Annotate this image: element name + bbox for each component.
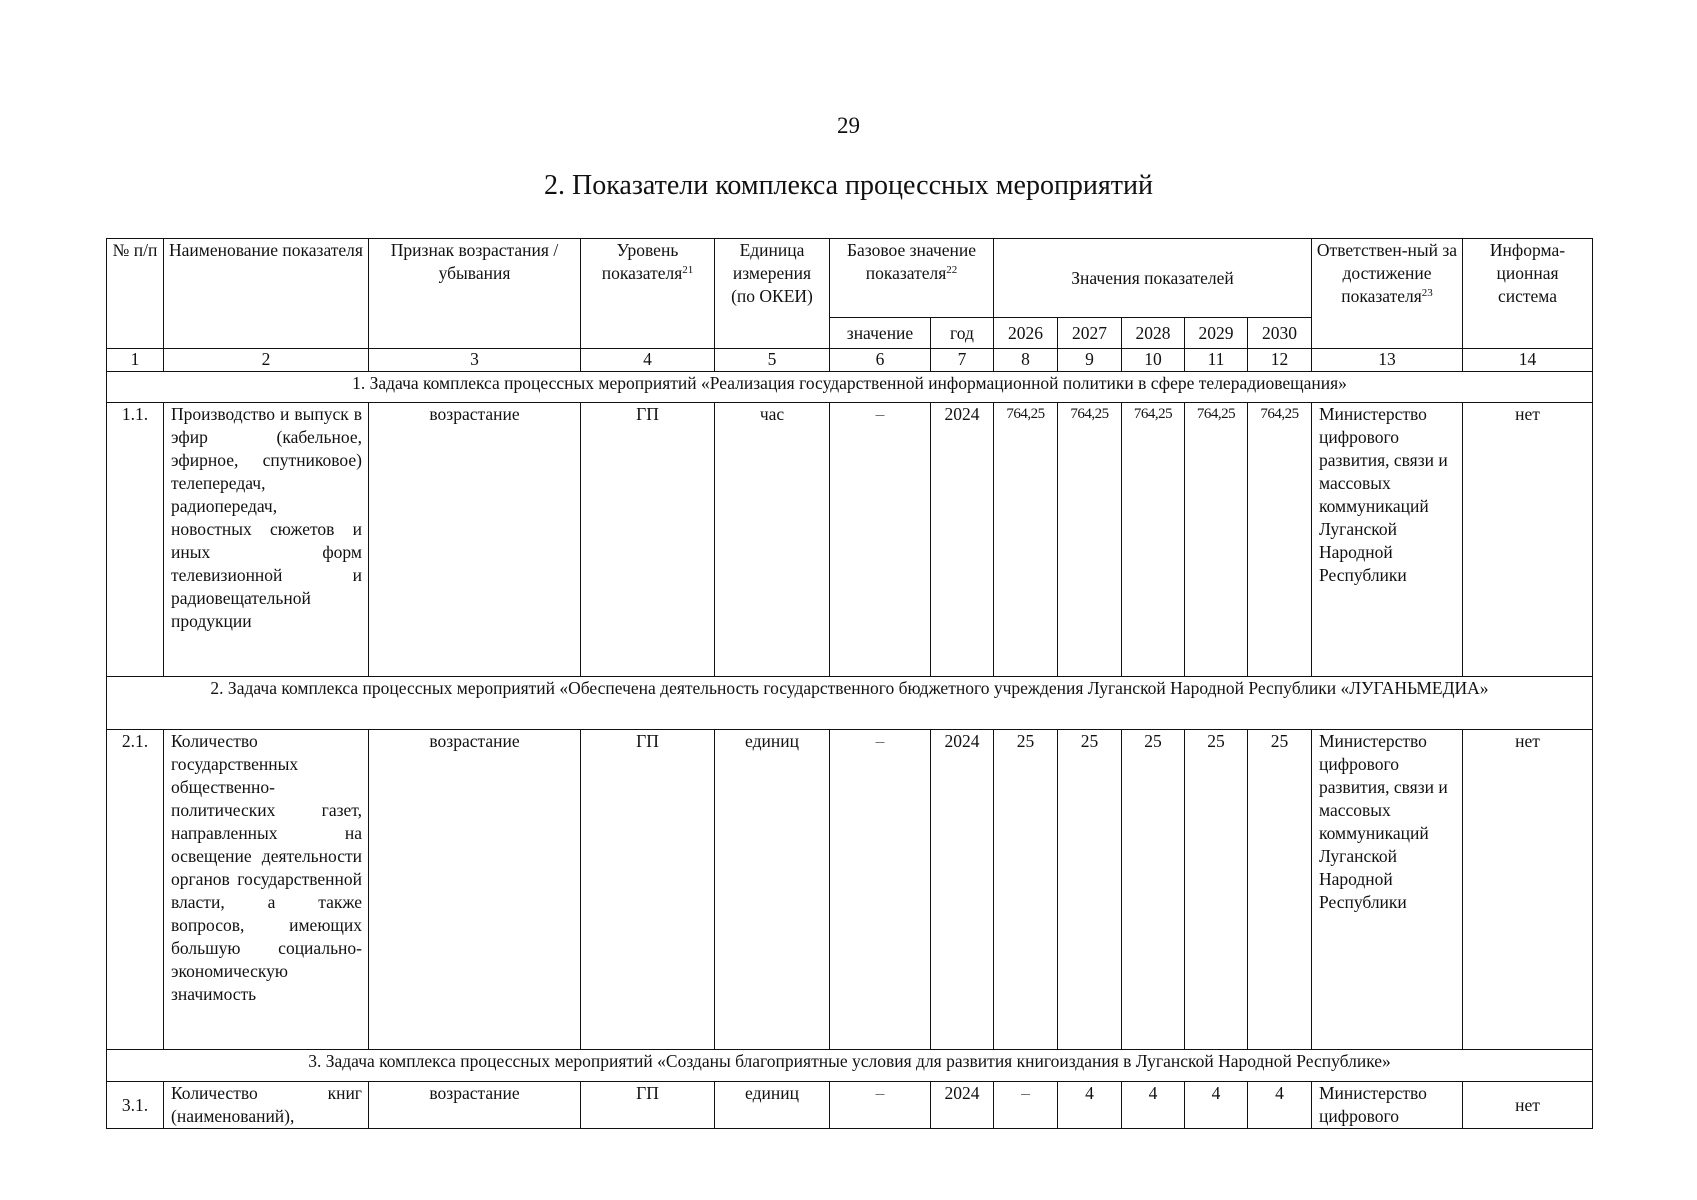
header-year: 2030 [1248,318,1312,349]
header-name: Наименование показателя [164,239,369,349]
level: ГП [581,1082,715,1129]
header-responsible: Ответствен-ный за достижение показателя$^{23}$ [1312,239,1463,349]
column-number: 8 [994,349,1058,372]
header-year: 2026 [994,318,1058,349]
column-number: 9 [1058,349,1122,372]
base-value: – [830,403,931,677]
column-number: 13 [1312,349,1463,372]
table-row [107,1082,1593,1129]
column-number: 7 [931,349,994,372]
row-num: 1.1. [107,403,164,677]
column-number: 5 [715,349,830,372]
table-row [107,403,1593,677]
base-year: 2024 [931,403,994,677]
info-system: нет [1463,403,1593,677]
section-title: 3. Задача комплекса процессных мероприятий «Созданы благоприятные условия для развития книгоиздания в Луганской Народной Республике» [107,1050,1593,1082]
unit: час [715,403,830,677]
trend: возрастание [369,730,581,1050]
table-row [107,730,1593,1050]
indicator-name: Количество книг (наименований), [164,1082,369,1129]
section-title: 1. Задача комплекса процессных мероприятий «Реализация государственной информационной политики в сфере телерадиовещания» [107,372,1593,403]
trend: возрастание [369,1082,581,1129]
base-year: 2024 [931,1082,994,1129]
document-title: 2. Показатели комплекса процессных мероприятий [543,170,1153,201]
header-base-year: год [931,318,994,349]
header-values: Значения показателей [994,239,1312,318]
column-number: 10 [1122,349,1185,372]
value-2026: 25 [994,730,1058,1050]
info-system: нет [1463,1082,1593,1129]
base-value: – [830,730,931,1050]
header-base-value: значение [830,318,931,349]
value-2027: 4 [1058,1082,1122,1129]
column-number: 3 [369,349,581,372]
value-2028: 764,25 [1122,403,1185,677]
value-2026: 764,25 [994,403,1058,677]
value-2027: 25 [1058,730,1122,1050]
value-2030: 25 [1248,730,1312,1050]
header-year: 2027 [1058,318,1122,349]
level: ГП [581,403,715,677]
value-2028: 4 [1122,1082,1185,1129]
section-title: 2. Задача комплекса процессных мероприятий «Обеспечена деятельность государственного бюджетного учреждения Луганской Народной Республики «ЛУГАНЬМЕДИА» [107,677,1593,730]
column-number: 1 [107,349,164,372]
row-num: 2.1. [107,730,164,1050]
indicator-name: Производство и выпуск в эфир (кабельное, эфирное, спутниковое) телепередач, радиопередач, новостных сюжетов и иных форм телевизионной и радиовещательной продукции [164,403,369,677]
value-2030: 764,25 [1248,403,1312,677]
column-number: 4 [581,349,715,372]
header-trend: Признак возрастания / убывания [369,239,581,349]
unit: единиц [715,1082,830,1129]
header-year: 2029 [1185,318,1248,349]
header-num: № п/п [107,239,164,349]
column-number: 12 [1248,349,1312,372]
column-number: 14 [1463,349,1593,372]
responsible: Министерство цифрового развития, связи и массовых коммуникаций Луганской Народной Республики [1312,730,1463,1050]
responsible: Министерство цифрового [1312,1082,1463,1129]
header-year: 2028 [1122,318,1185,349]
value-2029: 25 [1185,730,1248,1050]
value-2029: 764,25 [1185,403,1248,677]
header-info-system: Информа-ционная система [1463,239,1593,349]
value-2030: 4 [1248,1082,1312,1129]
value-2026: – [994,1082,1058,1129]
trend: возрастание [369,403,581,677]
header-unit: Единица измерения (по ОКЕИ) [715,239,830,349]
value-2028: 25 [1122,730,1185,1050]
info-system: нет [1463,730,1593,1050]
level: ГП [581,730,715,1050]
column-number: 2 [164,349,369,372]
column-number: 11 [1185,349,1248,372]
indicators-table [106,238,1593,1129]
header-base: Базовое значение показателя$^{22}$ [830,239,994,318]
base-value: – [830,1082,931,1129]
column-number: 6 [830,349,931,372]
header-level: Уровень показателя$^{21}$ [581,239,715,349]
unit: единиц [715,730,830,1050]
indicator-name: Количество государственных общественно-политических газет, направленных на освещение деятельности органов государственной власти, а также вопросов, имеющих большую социально-экономическую значимость [164,730,369,1050]
value-2029: 4 [1185,1082,1248,1129]
base-year: 2024 [931,730,994,1050]
responsible: Министерство цифрового развития, связи и массовых коммуникаций Луганской Народной Республики [1312,403,1463,677]
page-number: 29 [837,113,860,138]
row-num: 3.1. [107,1082,164,1129]
value-2027: 764,25 [1058,403,1122,677]
